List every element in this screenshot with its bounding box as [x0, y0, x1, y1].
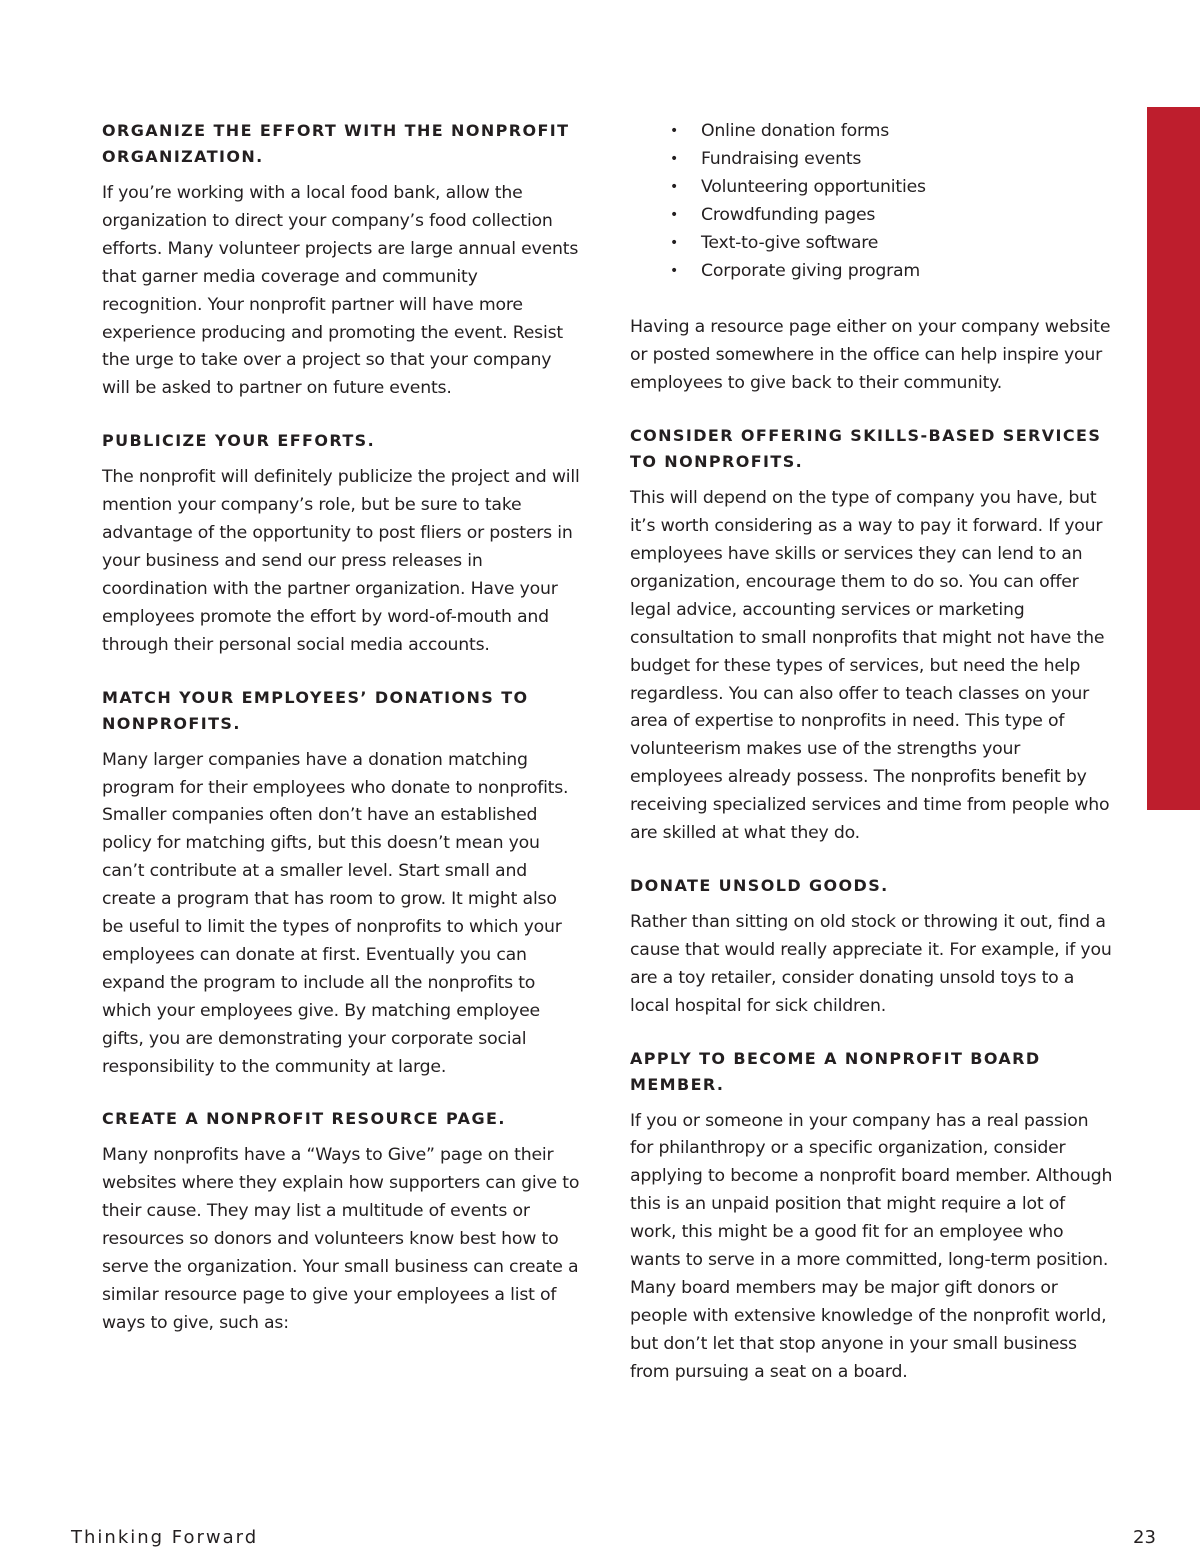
list-item: • Volunteering opportunities	[630, 174, 1115, 202]
bullet-icon: •	[670, 178, 679, 195]
right-column	[630, 118, 1115, 1412]
bullet-icon: •	[670, 234, 679, 251]
accent-tab-bar	[1147, 107, 1200, 810]
resource-page-body: Having a resource page either on your company website or posted somewhere in the office can help inspire your employees to give back to their community.	[630, 317, 1111, 394]
page-number: 23	[1133, 1527, 1156, 1548]
section-heading-organize: ORGANIZE THE EFFORT WITH THE NONPROFIT ORGANIZATION.	[102, 121, 570, 166]
bullet-icon: •	[670, 123, 679, 139]
ways-to-give-list	[630, 118, 1115, 285]
list-item: • Corporate giving program	[630, 258, 1115, 286]
section-heading-skills-based: CONSIDER OFFERING SKILLS-BASED SERVICES TO NONPROFITS.	[630, 426, 1102, 472]
section-body-resource-page: Many nonprofits have a “Ways to Give” page on their websites where they explain how supporters can give to their cause. They may list a multitude of events or resources so donors and volunteers know best how to serve the organization. Your small business can create a similar resource page to give your employees a list of ways to give, such as:	[102, 1145, 580, 1333]
bullet-icon: •	[670, 206, 679, 223]
section-heading-publicize: PUBLICIZE YOUR EFFORTS.	[102, 431, 376, 451]
bullet-icon: •	[670, 262, 679, 279]
publication-title: Thinking Forward	[71, 1527, 259, 1548]
list-item: • Online donation forms	[630, 118, 1115, 146]
section-body-match-donations: Many larger companies have a donation matching program for their employees who donate to nonprofits. Smaller companies often don’t have an established policy for matching gifts, but this doesn’t mean you can’t contribute at a smaller level. Start small and create a program that has room to grow. It might also be useful to limit the types of nonprofits to which your employees can donate at first. Eventually you can expand the program to include all the nonprofits to which your employees give. By matching employee gifts, you are demonstrating your corporate social responsibility to the community at large.	[102, 749, 569, 1077]
section-heading-board-member: APPLY TO BECOME A NONPROFIT BOARD MEMBER.	[630, 1048, 1041, 1094]
section-body-publicize: The nonprofit will definitely publicize the project and will mention your company’s role, but be sure to take advantage of the opportunity to post fliers or posters in your business and send our press releases in coordination with the partner organization. Have your employees promote the effort by word-of-mouth and through their personal social media accounts.	[102, 467, 580, 655]
left-column	[102, 118, 580, 1363]
section-heading-unsold-goods: DONATE UNSOLD GOODS.	[630, 875, 889, 895]
bullet-icon: •	[670, 150, 679, 167]
list-item: • Text-to-give software	[630, 230, 1115, 258]
section-body-skills-based: This will depend on the type of company you have, but it’s worth considering as a way to pay it forward. If your employees have skills or services they can lend to an organization, encourage them to do so. You can offer legal advice, accounting services or marketing consultation to small nonprofits that might not have the budget for these types of services, but need the help regardless. You can also offer to teach classes on your area of expertise to nonprofits in need. This type of volunteerism makes use of the strengths your employees already possess. The nonprofits benefit by receiving specialized services and time from people who are skilled at what they do.	[630, 488, 1110, 844]
section-body-unsold-goods: Rather than sitting on old stock or throwing it out, find a cause that would really appreciate it. For example, if you are a toy retailer, consider donating unsold toys to a local hospital for sick children.	[630, 911, 1112, 1016]
section-body-board-member: If you or someone in your company has a real passion for philanthropy or a specific organization, consider applying to become a nonprofit board member. Although this is an unpaid position that might require a lot of work, this might be a good fit for an employee who wants to serve in a more committed, long-term position. Many board members may be major gift donors or people with extensive knowledge of the nonprofit world, but don’t let that stop anyone in your small business from pursuing a seat on a board.	[630, 1110, 1113, 1382]
section-heading-resource-page: CREATE A NONPROFIT RESOURCE PAGE.	[102, 1109, 506, 1129]
section-body-organize: If you’re working with a local food bank, allow the organization to direct your company’s food collection efforts. Many volunteer projects are large annual events that garner media coverage and community recognition. Your nonprofit partner will have more experience producing and promoting the event. Resist the urge to take over a project so that your company will be asked to partner on future events.	[102, 183, 579, 399]
section-heading-match-donations: MATCH YOUR EMPLOYEES’ DONATIONS TO NONPROFITS.	[102, 687, 529, 733]
list-item: • Fundraising events	[630, 146, 1115, 174]
list-item: • Crowdfunding pages	[630, 202, 1115, 230]
